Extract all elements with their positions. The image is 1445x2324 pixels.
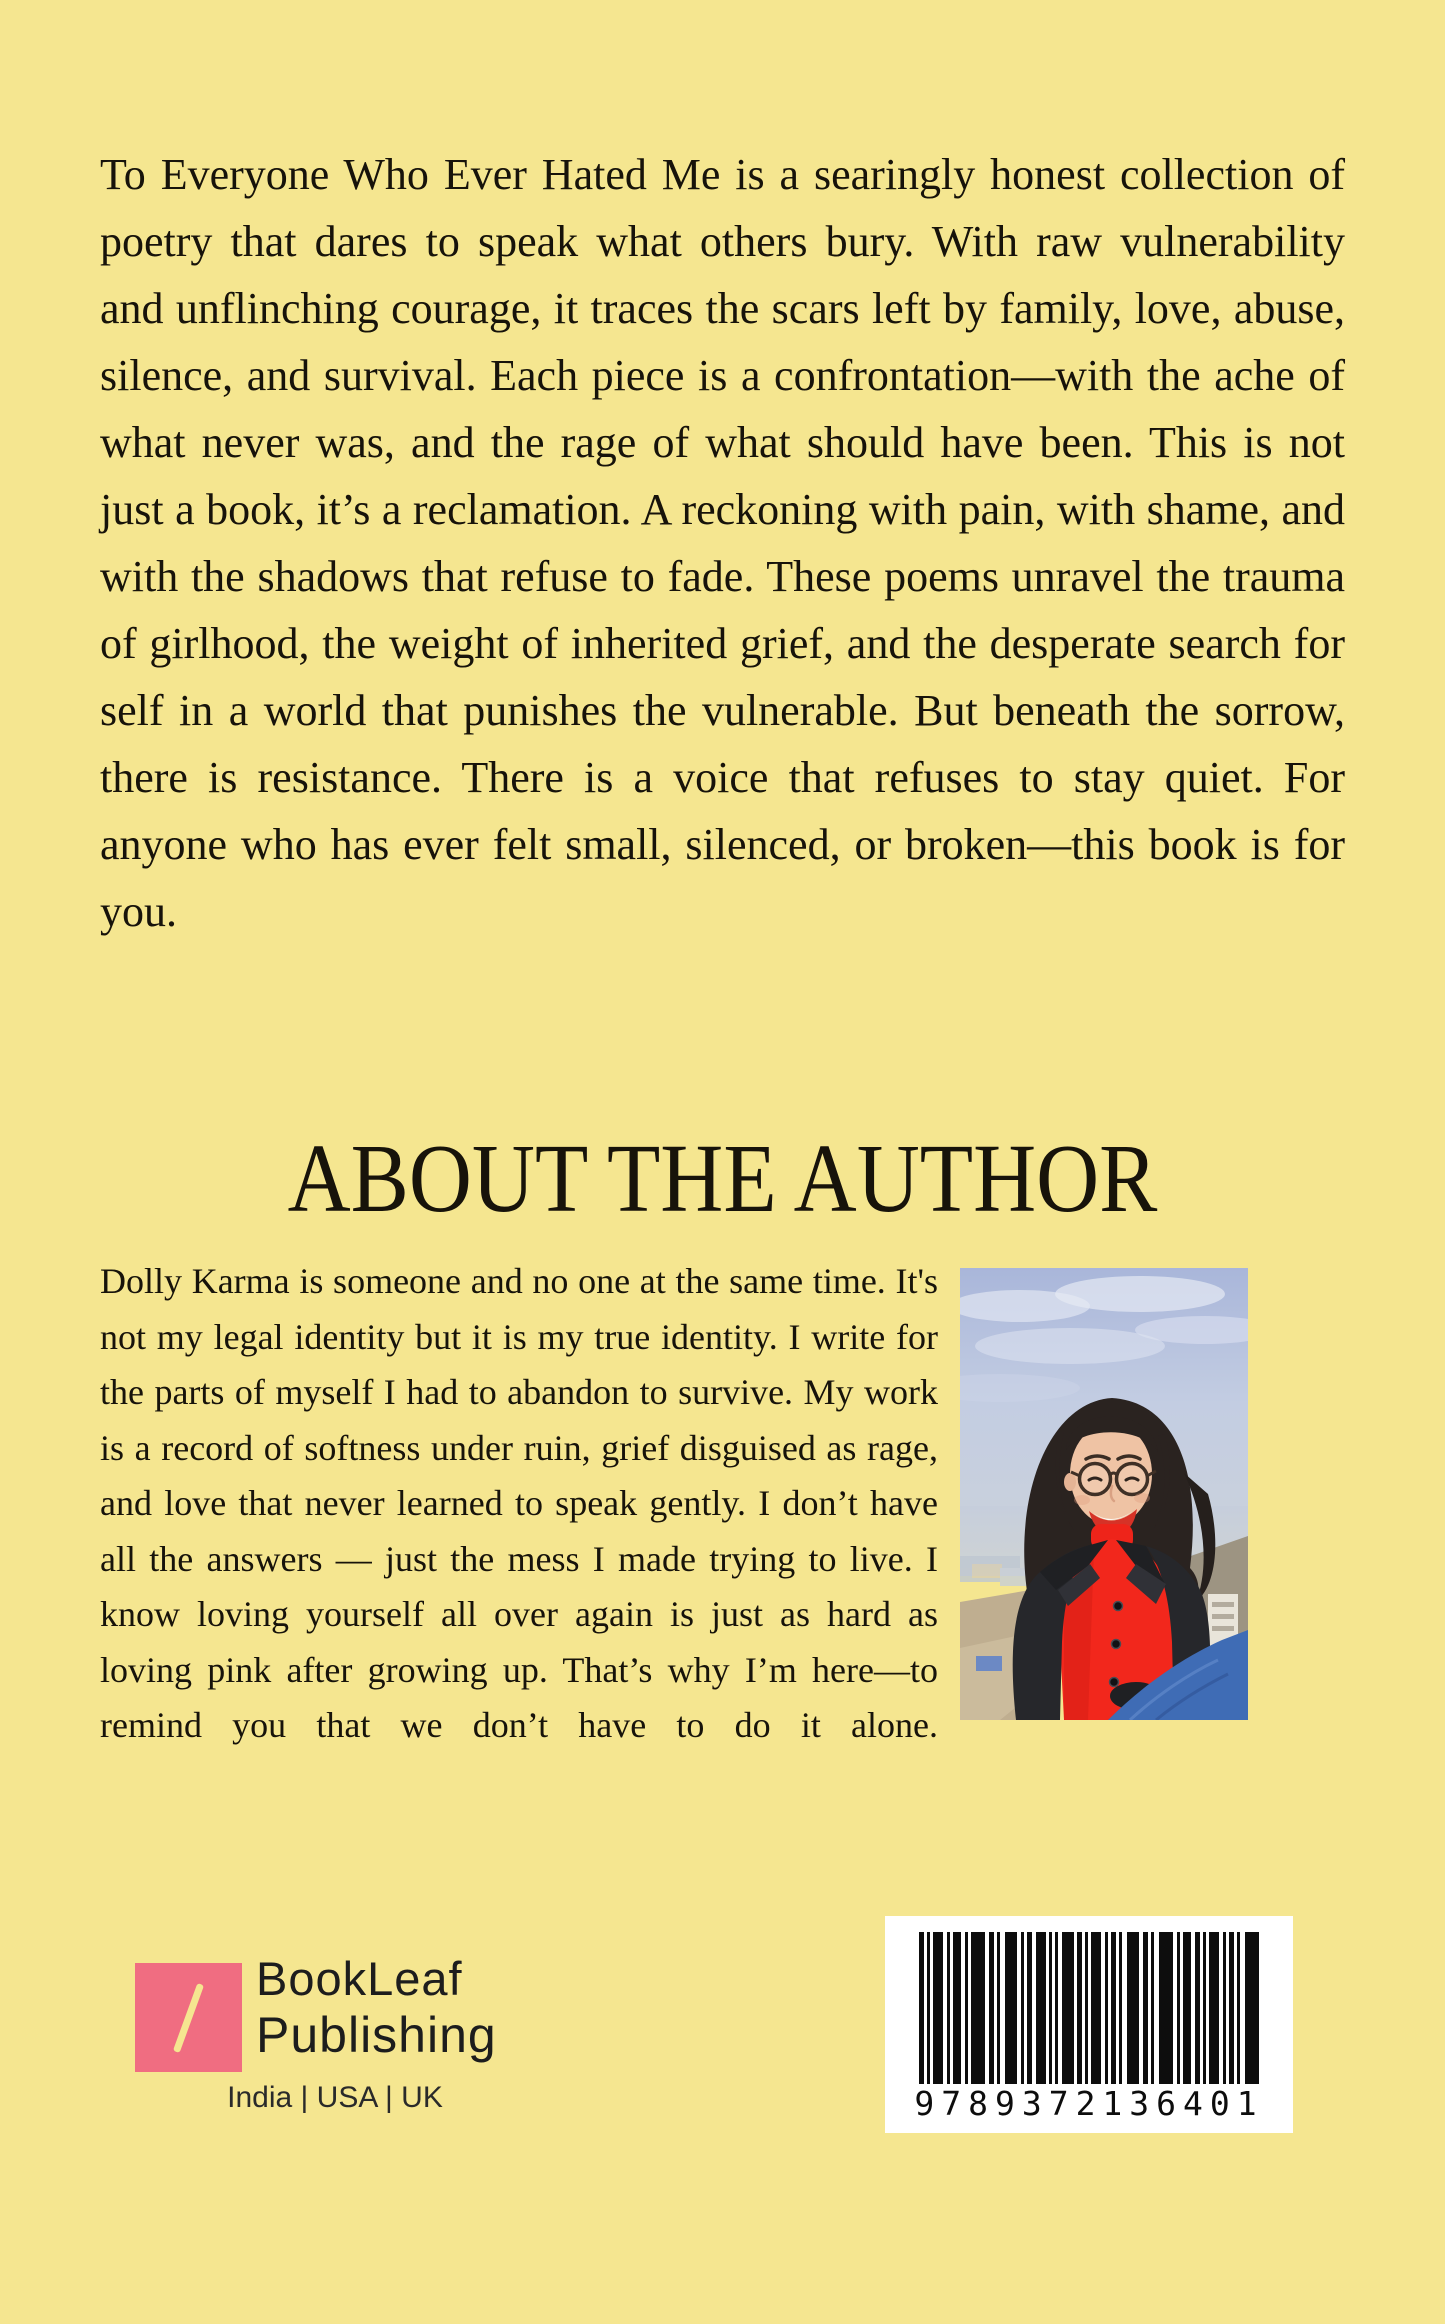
author-bio: Dolly Karma is someone and no one at the same time. It's not my legal identity but it is my true identity. I write for the parts of myself I had to abandon to survive. My work is a record of softness under ruin, grief disguised as rage, and love that never learned to speak gently. I don’t have all the answers — just the mess I made trying to live. I know loving yourself all over again is just as hard as loving pink after growing up. That’s why I’m here—to remind you that we don’t have to do it alone. (100, 1261, 938, 1745)
publisher-name-line1: BookLeaf (256, 1952, 463, 2005)
publisher-regions: India | USA | UK (227, 2081, 443, 2114)
slash-icon (173, 1983, 204, 2053)
isbn-barcode (885, 1916, 1293, 2133)
publisher-logo-square (135, 1963, 242, 2072)
publisher-name-line2: Publishing (256, 2007, 497, 2063)
book-blurb: To Everyone Who Ever Hated Me is a searingly honest collection of poetry that dares to speak what others bury. With raw vulnerability and unflinching courage, it traces the scars left by family, love, abuse, silence, and survival. Each piece is a confrontation—with the ache of what never was, and the rage of what should have been. This is not just a book, it’s a reclamation. A reckoning with pain, with shame, and with the shadows that refuse to fade. These poems unravel the trauma of girlhood, the weight of inherited grief, and the desperate search for self in a world that punishes the vulnerable. But beneath the sorrow, there is resistance. There is a voice that refuses to stay quiet. For anyone who has ever felt small, silenced, or broken—this book is for you. (100, 150, 1345, 936)
author-photo (960, 1268, 1248, 1720)
barcode-number: 9789372136401 (914, 2084, 1264, 2123)
publisher-name (256, 1951, 497, 2063)
about-the-author-heading: ABOUT THE AUTHOR (287, 1125, 1158, 1232)
author-section (100, 1254, 1248, 1754)
barcode-bars (919, 1932, 1259, 2084)
